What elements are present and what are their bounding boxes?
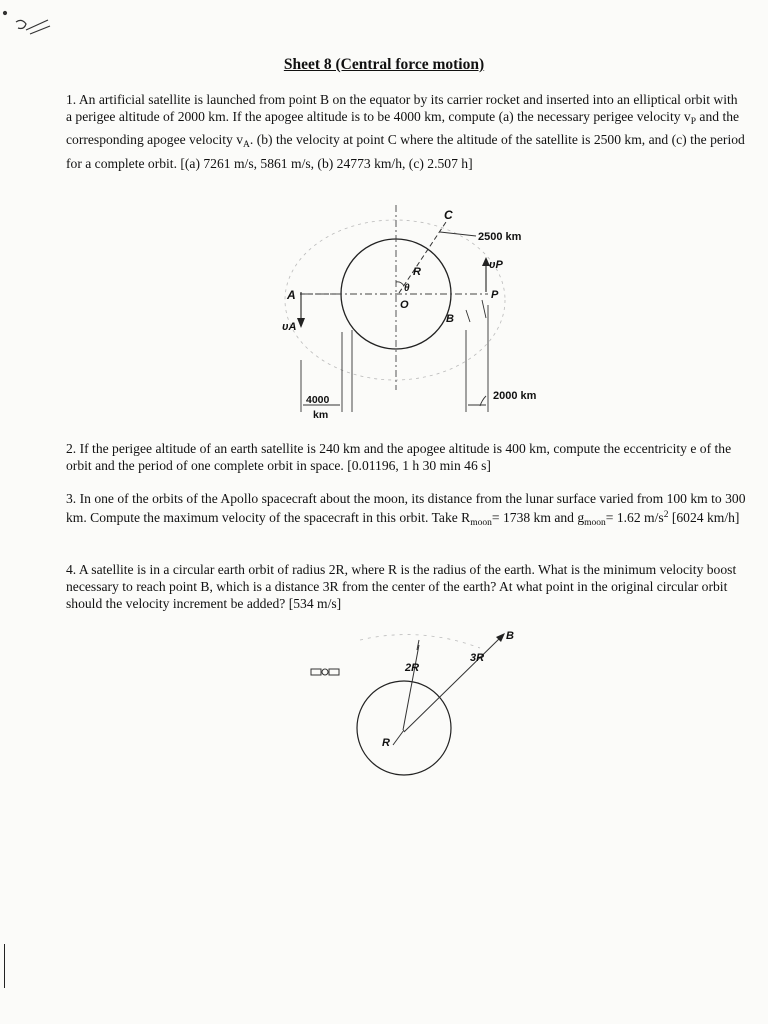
problem-1-rest: . (b) the velocity at point C where the altitude of the satellite is 2500 km, and (c) the period for a complete orbit. [(a) 7261 m/s, 5861 m/s, (b) 24773 km/h, (c) 2.507 h] <box>66 132 745 171</box>
label-b-2: B <box>506 630 514 642</box>
perigee-tick <box>482 300 486 318</box>
figure-2-circular-orbit-diagram <box>311 630 514 775</box>
margin-mark <box>4 944 5 988</box>
theta-arc <box>396 282 404 286</box>
figure-1-orbit-diagram <box>282 205 537 421</box>
problem-1-main: 1. An artificial satellite is launched from point B on the equator by its carrier rocket and inserted into an elliptical orbit with a perigee altitude of 2000 km. If the apogee altitude is to be 4000 km, compute (a) the necessary perigee velocity v <box>66 92 738 125</box>
circular-orbit-arc <box>360 635 480 648</box>
label-r-2: R <box>382 737 390 749</box>
problem-2-main: 2. If the perigee altitude of an earth satellite is 240 km and the apogee altitude is 400 km, compute the eccentricity e of the orbit and the period of one complete orbit in space. [0.01196, 1 h 30 min 46 s] <box>66 441 732 474</box>
problem-1-sub-p: P <box>690 117 697 128</box>
label-vp: υP <box>489 259 503 271</box>
leader-2500 <box>440 232 476 236</box>
problem-3-sub-g: moon <box>584 518 606 529</box>
leader-2000 <box>480 396 486 406</box>
label-c: C <box>444 208 453 222</box>
problem-4-main: 4. A satellite is in a circular earth orbit of radius 2R, where R is the radius of the earth. What is the minimum velocity boost necessary to reach point B, which is a distance 3R from the center of the earth? At what point in the original circular orbit should the velocity increment be added? [534 m/s] <box>66 562 737 612</box>
label-p: P <box>491 289 499 301</box>
problem-1-mid: and the corresponding apogee velocity v <box>66 109 740 148</box>
problem-3-sup: 2 <box>663 510 669 521</box>
label-4000: 4000 <box>306 394 330 406</box>
radius-r-line <box>393 730 404 745</box>
label-b: B <box>446 313 454 325</box>
point-b-tick <box>466 310 470 322</box>
label-r: R <box>413 266 421 278</box>
label-2500-km: 2500 km <box>478 231 522 243</box>
earth-circle-2 <box>357 681 451 775</box>
problem-3-mid1: = 1738 km and g <box>491 510 585 526</box>
label-o: O <box>400 299 409 311</box>
label-2000-km: 2000 km <box>493 390 537 402</box>
problem-3-mid2: = 1.62 m/s <box>605 510 664 526</box>
label-3r: 3R <box>470 652 485 664</box>
line-to-b <box>404 638 500 732</box>
line-to-2r <box>403 645 419 730</box>
label-va: υA <box>282 321 297 333</box>
satellite-icon <box>311 669 339 675</box>
label-4000-unit: km <box>313 409 329 421</box>
problem-3-sub-r: moon <box>470 518 492 529</box>
sheet-title: Sheet 8 (Central force motion) <box>283 56 485 73</box>
corner-scribble-icon <box>4 12 51 35</box>
apogee-arrowhead-icon <box>297 318 305 328</box>
orbit-ellipse <box>285 220 505 380</box>
label-2r: 2R <box>405 662 420 674</box>
label-theta: θ <box>404 283 410 294</box>
problem-3-rest: [6024 km/h] <box>668 510 740 526</box>
problem-1-sub-a: A <box>243 140 250 151</box>
label-a: A <box>287 288 296 302</box>
problem-3-main: 3. In one of the orbits of the Apollo spacecraft about the moon, its distance from the lunar surface varied from 100 km to 300 km. Compute the maximum velocity of the spacecraft in this orbit. Take R <box>66 491 746 526</box>
